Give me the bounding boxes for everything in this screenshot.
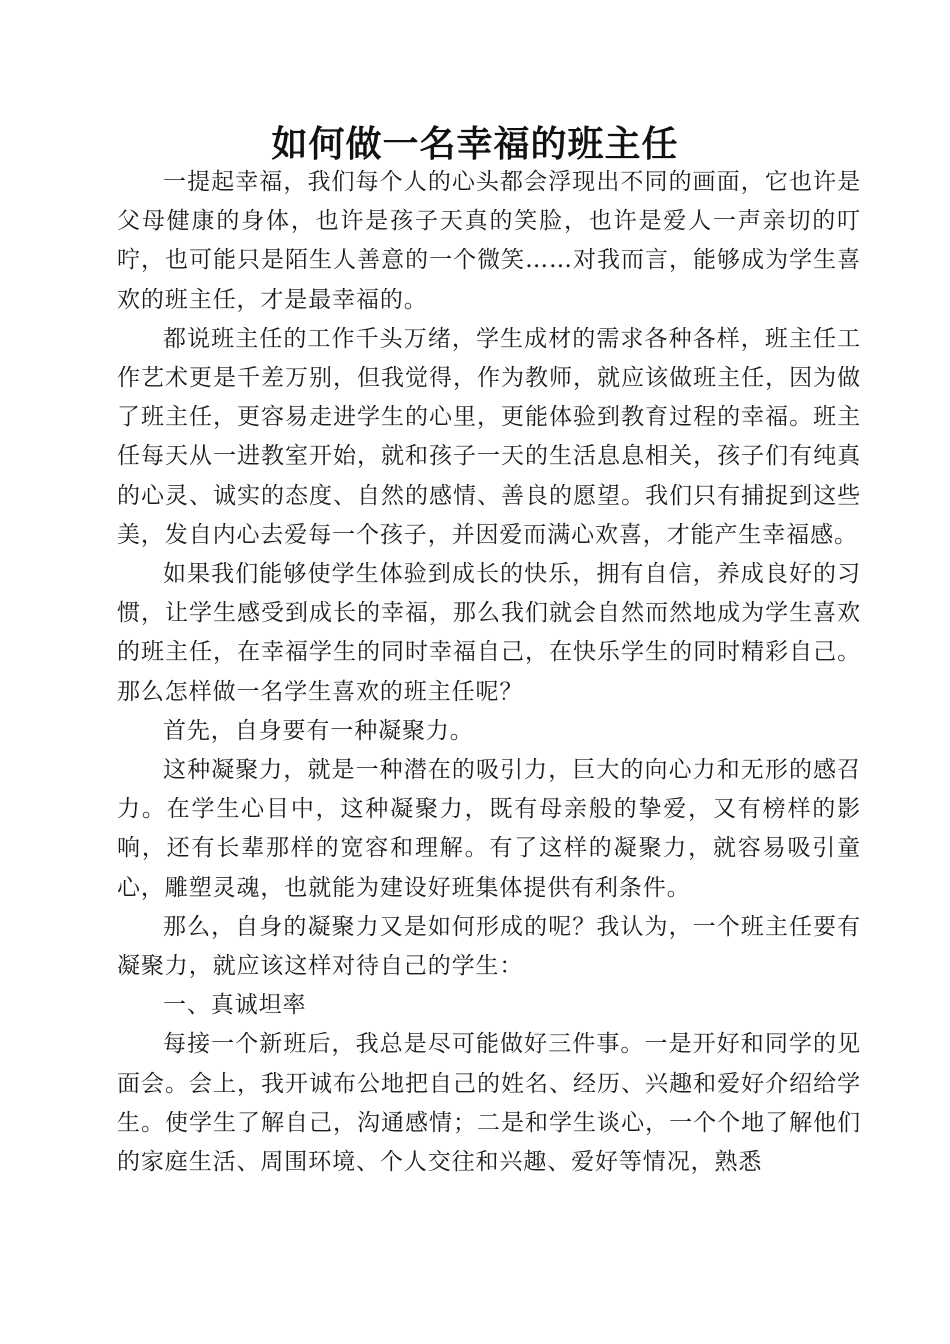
paragraph: 每接一个新班后，我总是尽可能做好三件事。一是开好和同学的见面会。会上，我开诚布公地把自己的姓名、经历、兴趣和爱好介绍给学生。使学生了解自己，沟通感情；二是和学生谈心，一个个地了解他们的家庭生活、周围环境、个人交往和兴趣、爱好等情况，熟悉: [117, 1031, 861, 1176]
paragraph: 如果我们能够使学生体验到成长的快乐，拥有自信，养成良好的习惯，让学生感受到成长的幸福，那么我们就会自然而然地成为学生喜欢的班主任，在幸福学生的同时幸福自己，在快乐学生的同时精彩自己。那么怎样做一名学生喜欢的班主任呢？: [117, 561, 861, 705]
paragraph: 那么，自身的凝聚力又是如何形成的呢？我认为，一个班主任要有凝聚力，就应该这样对待自己的学生：: [117, 913, 861, 980]
paragraph: 这种凝聚力，就是一种潜在的吸引力，巨大的向心力和无形的感召力。在学生心目中，这种凝聚力，既有母亲般的挚爱，又有榜样的影响，还有长辈那样的宽容和理解。有了这样的凝聚力，就容易吸引童心，雕塑灵魂，也就能为建设好班集体提供有利条件。: [117, 757, 861, 901]
document-body: [117, 163, 861, 1182]
subsection-heading: 一、真诚坦率: [163, 992, 307, 1019]
paragraph: 一提起幸福，我们每个人的心头都会浮现出不同的画面，它也许是父母健康的身体，也许是孩子天真的笑脸，也许是爱人一声亲切的叮咛，也可能只是陌生人善意的一个微笑……对我而言，能够成为学生喜欢的班主任，才是最幸福的。: [117, 169, 861, 313]
section-heading: 首先，自身要有一种凝聚力。: [163, 717, 474, 744]
document-title: 如何做一名幸福的班主任: [271, 123, 679, 166]
paragraph: 都说班主任的工作千头万绪，学生成材的需求各种各样，班主任工作艺术更是千差万别，但我觉得，作为教师，就应该做班主任，因为做了班主任，更容易走进学生的心里，更能体验到教育过程的幸福。班主任每天从一进教室开始，就和孩子一天的生活息息相关，孩子们有纯真的心灵、诚实的态度、自然的感情、善良的愿望。我们只有捕捉到这些美，发自内心去爱每一个孩子，并因爱而满心欢喜，才能产生幸福感。: [117, 325, 861, 548]
